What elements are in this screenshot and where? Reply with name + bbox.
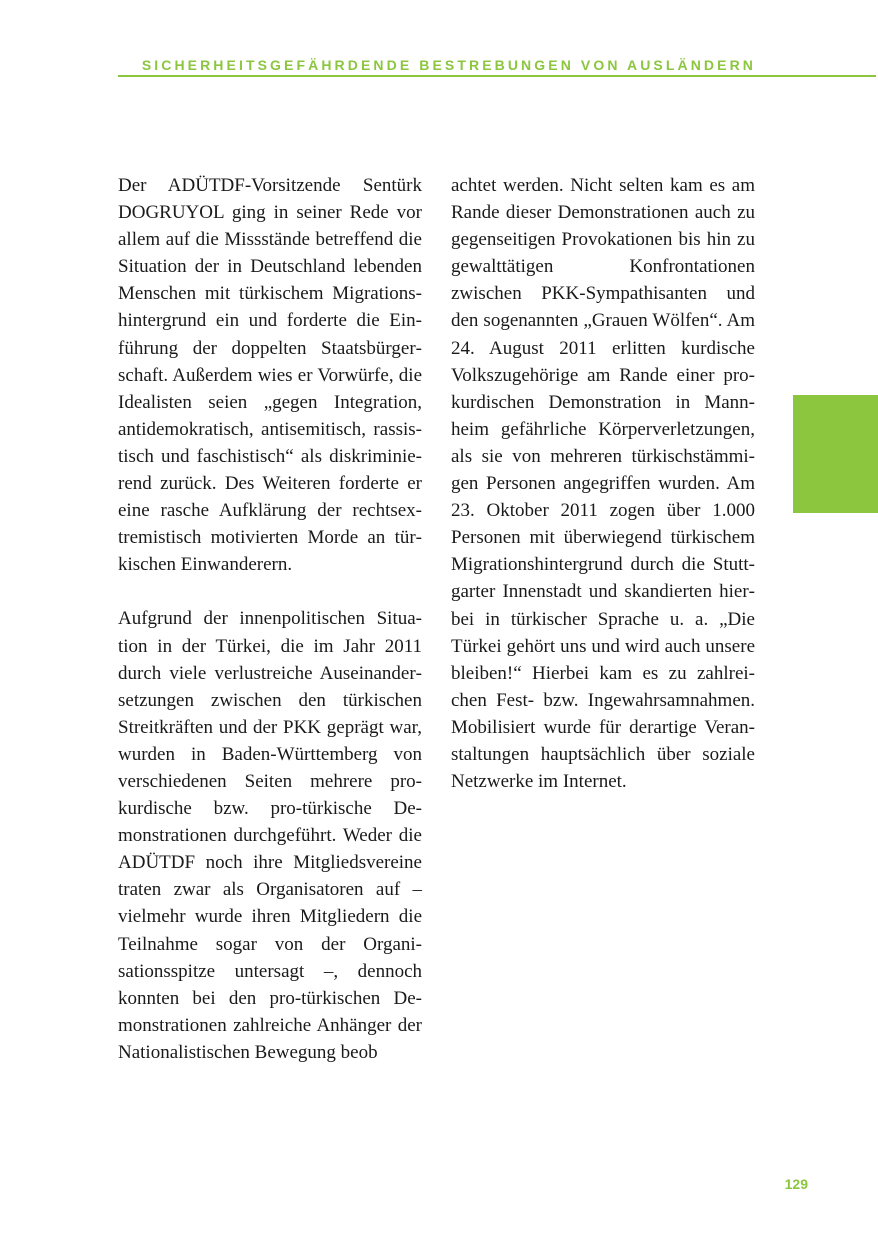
page-number: 129 <box>784 1176 808 1192</box>
left-text-column <box>118 172 422 1066</box>
paragraph-adutdf-speech: Der ADÜTDF-Vorsitzende Sentürk DOGRUYOL ging in seiner Rede vor allem auf die Missstände betreffend die Situation der in Deutschland lebenden Menschen mit türkischem Migrationshintergrund ein und forderte die Einführung der doppelten Staatsbürgerschaft. Außerdem wies er Vorwürfe, die Idealisten seien „gegen Integration, antidemokratisch, antisemitisch, rassistisch und faschistisch“ als diskriminierend zurück. Des Weiteren forderte er eine rasche Aufklärung der rechtsextremistisch motivierten Morde an türkischen Einwanderern. <box>118 175 422 576</box>
paragraph-demonstrations: Aufgrund der innenpolitischen Situation in der Türkei, die im Jahr 2011 durch viele verlustreiche Auseinandersetzungen zwischen den türkischen Streitkräften und der PKK geprägt war, wurden in Baden-Württemberg von verschiedenen Seiten mehrere pro-kurdische bzw. pro-türkische Demonstrationen durchgeführt. Weder die ADÜTDF noch ihre Mitgliedsvereine traten zwar als Organisatoren auf – vielmehr wurde ihren Mitgliedern die Teilnahme sogar von der Organisationsspitze untersagt –, dennoch konnten bei den pro-türkischen Demonstrationen zahlreiche Anhänger der Nationalistischen Bewegung beob <box>118 608 422 1063</box>
right-text-column <box>451 172 755 795</box>
chapter-tab-marker <box>793 395 878 513</box>
running-header-title: SICHERHEITSGEFÄHRDENDE BESTREBUNGEN VON AUSLÄNDERN <box>141 57 756 73</box>
header-rule <box>118 75 876 77</box>
paragraph-confrontations: achtet werden. Nicht selten kam es am Rande dieser Demonstrationen auch zu gegenseitigen Provokationen bis hin zu gewalttätigen Konfrontationen zwischen PKK-Sympathisanten und den sogenannten „Grauen Wölfen“. Am 24. August 2011 erlitten kurdische Volkszugehörige am Rande einer prokurdischen Demonstration in Mannheim gefährliche Körperverletzungen, als sie von mehreren türkischstämmigen Personen angegriffen wurden. Am 23. Oktober 2011 zogen über 1.000 Personen mit überwiegend türkischem Migrationshintergrund durch die Stuttgarter Innenstadt und skandierten hierbei in türkischer Sprache u. a. „Die Türkei gehört uns und wird auch unsere bleiben!“ Hierbei kam es zu zahlreichen Fest- bzw. Ingewahrsamnahmen. Mobilisiert wurde für derartige Veranstaltungen hauptsächlich über soziale Netzwerke im Internet. <box>451 175 755 793</box>
